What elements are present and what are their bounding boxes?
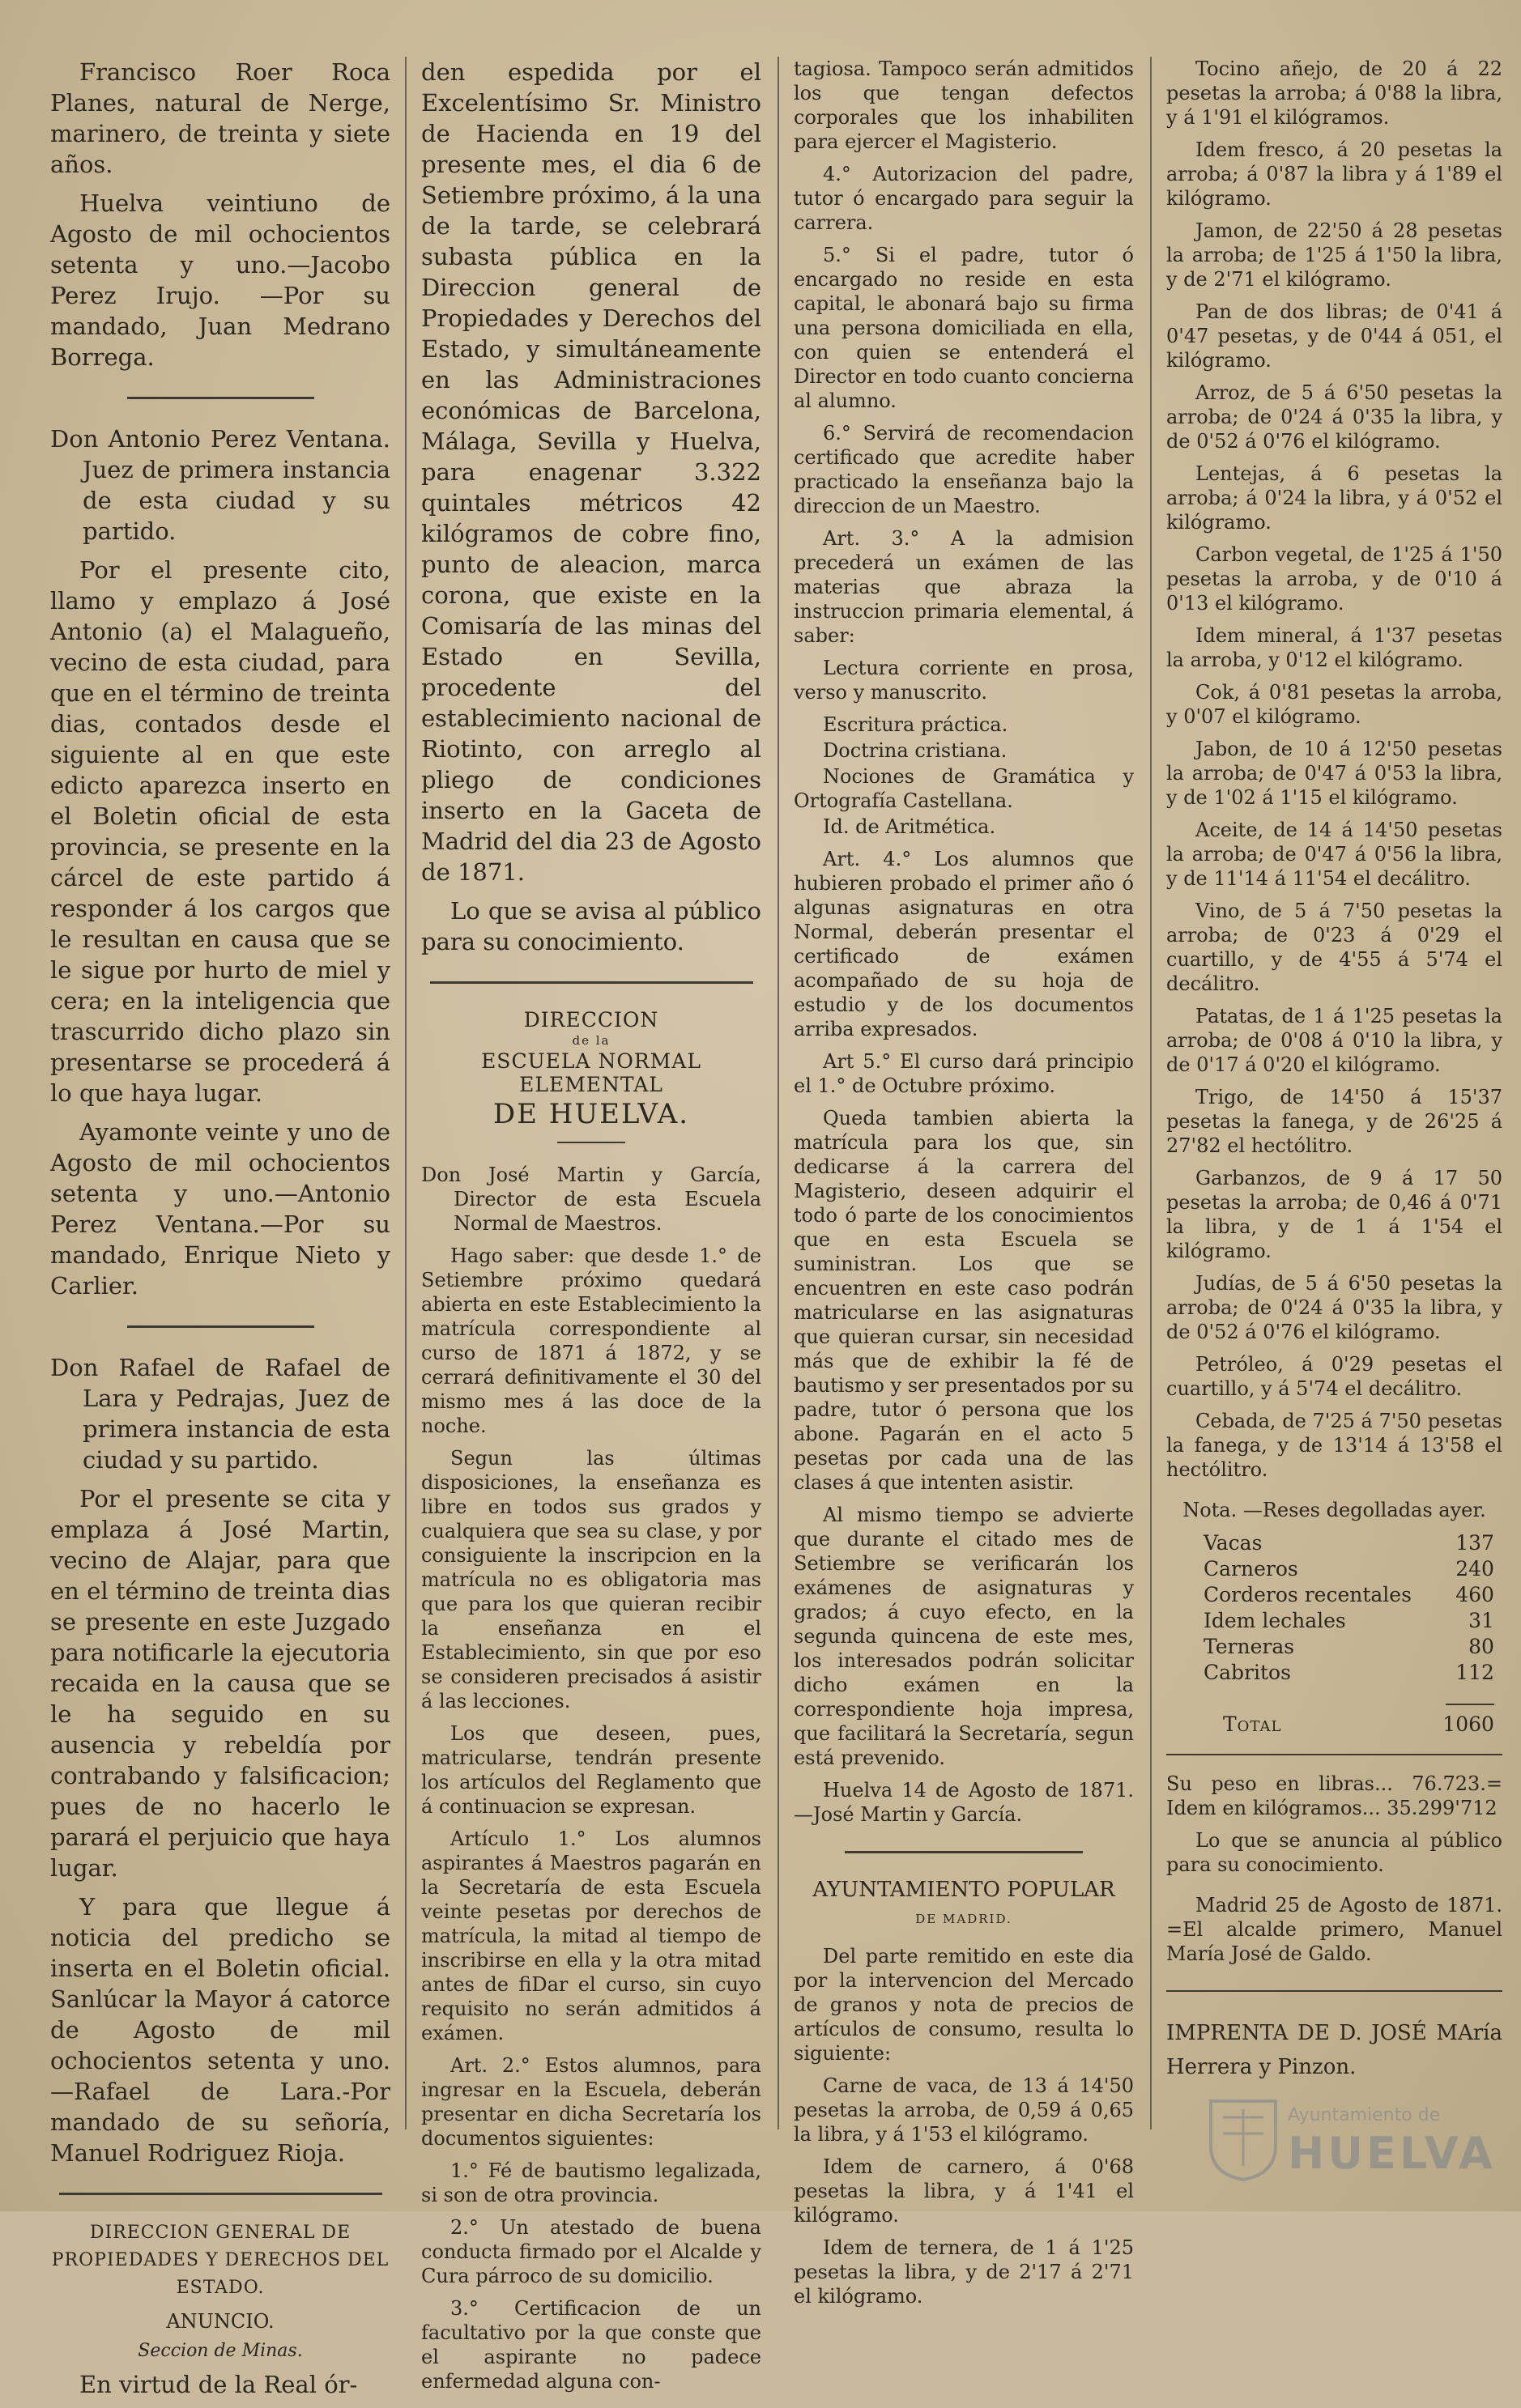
paragraph: Huelva veintiuno de Agosto de mil ochocientos setenta y uno.—Jacobo Perez Irujo. —Por su mandado, Juan Medrano Borrega.: [50, 189, 390, 371]
table-row-total: [1199, 1712, 1499, 1738]
separator: [127, 1325, 314, 1328]
paragraph: Carne de vaca, de 13 á 14'50 pesetas la arroba, de 0,59 á 0,65 la libra, y á 1'53 el kilógramo.: [794, 2074, 1134, 2146]
column-4: [1166, 57, 1502, 2092]
column-divider: [778, 57, 779, 2129]
table-row: [1199, 1660, 1499, 1686]
price-item: Trigo, de 14'50 á 15'37 pesetas la fanega, y de 26'25 á 27'82 el hectólitro.: [1166, 1086, 1502, 1157]
price-item: Garbanzos, de 9 á 17 50 pesetas la arroba; de 0,46 á 0'71 la libra, y de 1 á 1'54 el kilógramo.: [1166, 1167, 1502, 1262]
paragraph: Los que deseen, pues, matricularse, tendrán presente los artículos del Reglamento que á continuacion se expresan.: [421, 1722, 761, 1818]
section-heading: de la: [572, 1033, 611, 1048]
watermark-name: HUELVA: [1288, 2128, 1496, 2179]
table-row: [1199, 1608, 1499, 1634]
paragraph: 5.° Si el padre, tutor ó encargado no reside en esta capital, le abonará bajo su firma una persona domiciliada en ella, con quien se entenderá el Director en todo cuanto concierna al alumno.: [794, 244, 1134, 412]
separator: [59, 2193, 382, 2195]
paragraph: Queda tambien abierta la matrícula para los que, sin dedicarse á la carrera del Magisterio, deseen adquirir el todo ó parte de los conocimientos que en esta Escuela se suministran. Los que se encuentren en este caso podrán matricularse en las asignaturas que quieran cursar, sin necesidad más que de exhibir la fé de bautismo y ser presentados por su padre, tutor ó persona que los abone. Pagarán en el acto 5 pesetas por cada una de las clases á que intenten asistir.: [794, 1107, 1134, 1494]
paragraph: Lo que se anuncia al público para su conocimiento.: [1166, 1829, 1502, 1876]
price-item: Lentejas, á 6 pesetas la arroba; á 0'24 la libra, y á 0'52 el kilógramo.: [1166, 462, 1502, 534]
price-item: Jamon, de 22'50 á 28 pesetas la arroba; de 1'25 á 1'50 la libra, y de 2'71 el kilógramo.: [1166, 219, 1502, 291]
table-row: [1199, 1530, 1499, 1556]
table-row: [1199, 1634, 1499, 1660]
paragraph: Ayamonte veinte y uno de Agosto de mil ochocientos setenta y uno.—Antonio Perez Ventana.—Por su mandado, Enrique Nieto y Carlier.: [50, 1118, 390, 1300]
subsection-heading: Seccion de Minas.: [138, 2341, 303, 2361]
paragraph: 4.° Autorizacion del padre, tutor ó encargado para seguir la carrera.: [794, 163, 1134, 234]
section-heading: DE MADRID.: [915, 1912, 1012, 1926]
paragraph: Lectura corriente en prosa, verso y manuscrito.: [794, 657, 1134, 704]
price-item: Cok, á 0'81 pesetas la arroba, y 0'07 el kilógramo.: [1166, 681, 1502, 728]
printer-imprint: IMPRENTA DE D. JOSÉ MAría Herrera y Pinzon.: [1166, 2021, 1502, 2079]
paragraph: Nociones de Gramática y Ortografía Castellana.: [794, 765, 1134, 812]
paragraph: En virtud de la Real ór-: [79, 2371, 358, 2398]
paragraph: 6.° Servirá de recomendacion certificado que acredite haber practicado la enseñanza bajo la direccion de un Maestro.: [794, 422, 1134, 517]
row-label: Terneras: [1204, 1635, 1295, 1658]
price-item: Aceite, de 14 á 14'50 pesetas la arroba; de 0'47 á 0'56 la libra, y de 11'14 á 11'54 el decálitro.: [1166, 819, 1502, 890]
separator: [430, 981, 753, 984]
row-value: 80: [1468, 1635, 1494, 1658]
announcement-heading: ANUNCIO.: [166, 2310, 275, 2333]
paragraph: Doctrina cristiana.: [823, 739, 1008, 762]
paragraph: Art 5.° El curso dará principio el 1.° de Octubre próximo.: [794, 1050, 1134, 1097]
price-item: Petróleo, á 0'29 pesetas el cuartillo, y á 5'74 el decálitro.: [1166, 1353, 1502, 1400]
paragraph: 1.° Fé de bautismo legalizada, si son de otra provincia.: [421, 2159, 761, 2206]
table-row: [1199, 1582, 1499, 1608]
column-1: [50, 57, 390, 2408]
paragraph: Por el presente cito, llamo y emplazo á José Antonio (a) el Malagueño, vecino de esta ciudad, para que en el término de treinta dias, contados desde el siguiente al en que este edicto aparezca inserto en el Boletin oficial de esta provincia, se presente en la cárcel de este partido á responder á los cargos que le resultan en causa que se le sigue por hurto de miel y cera; en la inteligencia que trascurrido dicho plazo sin presentarse se procederá á lo que haya lugar.: [50, 556, 390, 1107]
row-label: Cabritos: [1204, 1661, 1291, 1684]
price-item: Arroz, de 5 á 6'50 pesetas la arroba; de 0'24 á 0'35 la libra, y de 0'52 á 0'76 el kilógramo.: [1166, 381, 1502, 453]
row-value: 31: [1468, 1609, 1494, 1632]
paragraph: Huelva 14 de Agosto de 1871. —José Martin y García.: [794, 1779, 1134, 1826]
price-item: Jabon, de 10 á 12'50 pesetas la arroba; de 0'47 á 0'53 la libra, y de 1'02 á 1'15 el kilógramo.: [1166, 738, 1502, 809]
paragraph: Segun las últimas disposiciones, la enseñanza es libre en todos sus grados y cualquiera que sea su clase, y por consiguiente la inscripcion en la matrícula no es obligatoria mas que para los que quieran recibir la enseñanza en el Establecimiento, sin que por eso se consideren precisados á asistir á las lecciones.: [421, 1447, 761, 1712]
coat-of-arms-icon: [1207, 2097, 1280, 2182]
row-label: Vacas: [1204, 1531, 1263, 1555]
separator: [127, 397, 314, 399]
archive-watermark: [1199, 2097, 1506, 2186]
note-heading: Nota. —Reses degolladas ayer.: [1182, 1499, 1486, 1521]
table-row: [1199, 1686, 1499, 1712]
price-item: Carbon vegetal, de 1'25 á 1'50 pesetas la arroba, y de 0'10 á 0'13 el kilógramo.: [1166, 543, 1502, 615]
paragraph: Francisco Roer Roca Planes, natural de Nerge, marinero, de treinta y siete años.: [50, 58, 390, 178]
paragraph: Artículo 1.° Los alumnos aspirantes á Maestros pagarán en la Secretaría de esta Escuela veinte pesetas por derechos de matrícula, la mitad al tiempo de inscribirse en ella y la otra mitad antes de fiDar el curso, sin cuyo requisito no serán admitidos á exámen.: [421, 1827, 761, 2044]
price-item: Judías, de 5 á 6'50 pesetas la arroba; de 0'24 á 0'35 la libra, y de 0'52 á 0'76 el kilógramo.: [1166, 1272, 1502, 1343]
column-2: [421, 57, 761, 2402]
paragraph: 2.° Un atestado de buena conducta firmado por el Alcalde y Cura párroco de su domicilio.: [421, 2216, 761, 2287]
paragraph: 3.° Certificacion de un facultativo por la que conste que el aspirante no padece enfermedad alguna con-: [421, 2297, 761, 2393]
row-label: Carneros: [1204, 1557, 1298, 1581]
livestock-table: [1199, 1530, 1499, 1738]
signature: Madrid 25 de Agosto de 1871. =El alcalde primero, Manuel María José de Galdo.: [1166, 1894, 1502, 1965]
paragraph: den espedida por el Excelentísimo Sr. Ministro de Hacienda en 19 del presente mes, el dia 6 de Setiembre próximo, á la una de la tarde, se celebrará subasta pública en la Direccion general de Propiedades y Derechos del Estado, y simultáneamente en las Administraciones económicas de Barcelona, Málaga, Sevilla y Huelva, para enagenar 3.322 quintales métricos 42 kilógramos de cobre fino, punto de aleacion, marca corona, que existe en la Comisaría de las minas del Estado en Sevilla, procedente del establecimiento nacional de Riotinto, con arreglo al pliego de condiciones inserto en la Gaceta de Madrid del dia 23 de Agosto de 1871.: [421, 58, 761, 886]
section-heading: DIRECCION GENERAL DE PROPIEDADES Y DERECHOS DEL ESTADO.: [51, 2223, 390, 2298]
paragraph: Por el presente se cita y emplaza á José Martin, vecino de Alajar, para que en el término de treinta dias se presente en este Juzgado para notificarle la ejecutoria recaida en la causa que se le ha seguido en su ausencia y rebeldía por contrabando y falsificacion; pues de no hacerlo le parará el perjuicio que haya lugar.: [50, 1485, 390, 1882]
total-value: 1060: [1442, 1712, 1494, 1736]
price-item: Pan de dos libras; de 0'41 á 0'47 pesetas, y de 0'44 á 051, el kilógramo.: [1166, 300, 1502, 372]
notice-heading: Don Antonio Perez Ventana. Juez de primera instancia de esta ciudad y su partido.: [50, 425, 390, 545]
section-heading: ESCUELA NORMAL ELEMENTAL: [481, 1049, 701, 1096]
column-divider: [405, 57, 407, 2129]
paragraph: Idem de carnero, á 0'68 pesetas la libra, y á 1'41 el kilógramo.: [794, 2155, 1134, 2227]
paragraph: Hago saber: que desde 1.° de Setiembre próximo quedará abierta en este Establecimiento la matrícula correspondiente al curso de 1871 á 1872, y se cerrará definitivamente el 30 del mismo mes á las doce de la noche.: [421, 1244, 761, 1437]
price-item: Patatas, de 1 á 1'25 pesetas la arroba; de 0'08 á 0'10 la libra, y de 0'17 á 0'20 el kilógramo.: [1166, 1005, 1502, 1076]
paragraph: Su peso en libras... 76.723.= Idem en kilógramos... 35.299'712: [1166, 1772, 1502, 1819]
paragraph: Art. 3.° A la admision precederá un exámen de las materias que abraza la instruccion primaria elemental, á saber:: [794, 527, 1134, 647]
paragraph: Idem de ternera, de 1 á 1'25 pesetas la libra, y de 2'17 á 2'71 el kilógramo.: [794, 2236, 1134, 2308]
paragraph: Lo que se avisa al público para su conocimiento.: [421, 897, 761, 955]
paragraph: Escritura práctica.: [823, 713, 1008, 736]
section-heading: DE HUELVA.: [492, 1098, 690, 1130]
column-divider: [1150, 57, 1152, 2129]
column-3: [794, 57, 1134, 2317]
price-item: Idem mineral, á 1'37 pesetas la arroba, y 0'12 el kilógramo.: [1166, 624, 1502, 671]
paragraph: Id. de Aritmética.: [823, 815, 996, 838]
row-label: Corderos recentales: [1204, 1583, 1412, 1606]
watermark-caption: Ayuntamiento de: [1288, 2105, 1441, 2125]
paragraph: Al mismo tiempo se advierte que durante el citado mes de Setiembre se verificarán los exámenes de asignaturas y grados; á cuyo efecto, en la segunda quincena de este mes, los interesados podrán solicitar dicho exámen en la correspondiente hoja impresa, que facilitará la Secretaría, segun está prevenido.: [794, 1504, 1134, 1769]
paragraph: Del parte remitido en este dia por la intervencion del Mercado de granos y nota de precios de artículos de consumo, resulta lo siguiente:: [794, 1945, 1134, 2065]
separator: [557, 1142, 625, 1143]
separator: [1166, 1754, 1502, 1755]
price-item: Vino, de 5 á 7'50 pesetas la arroba; de 0'23 á 0'29 el cuartillo, y de 4'55 á 5'74 el decálitro.: [1166, 900, 1502, 995]
row-value: 460: [1455, 1583, 1494, 1606]
total-label: Total: [1223, 1712, 1282, 1736]
row-label: Idem lechales: [1204, 1609, 1346, 1632]
row-value: 137: [1455, 1531, 1494, 1555]
paragraph: Art. 4.° Los alumnos que hubieren probado el primer año ó algunas asignaturas en otra Normal, deberán presentar el certificado de exámen acompañado de su hoja de estudio y de los documentos arriba expresados.: [794, 848, 1134, 1040]
price-item: Tocino añejo, de 20 á 22 pesetas la arroba; á 0'88 la libra, y á 1'91 el kilógramos.: [1166, 57, 1502, 129]
separator: [845, 1851, 1083, 1853]
paragraph: tagiosa. Tampoco serán admitidos los que tengan defectos corporales que los inhabiliten para ejercer el Magisterio.: [794, 57, 1134, 153]
section-heading: AYUNTAMIENTO POPULAR: [812, 1878, 1115, 1902]
notice-heading: Don Rafael de Rafael de Lara y Pedrajas, Juez de primera instancia de esta ciudad y su partido.: [50, 1354, 390, 1474]
table-row: [1199, 1556, 1499, 1582]
price-item: Cebada, de 7'25 á 7'50 pesetas la fanega, y de 13'14 á 13'58 el hectólitro.: [1166, 1410, 1502, 1481]
row-value: 112: [1455, 1661, 1494, 1684]
price-item: Idem fresco, á 20 pesetas la arroba; á 0'87 la libra y á 1'89 el kilógramo.: [1166, 138, 1502, 210]
separator: [1166, 1990, 1502, 1992]
row-value: 240: [1455, 1557, 1494, 1581]
paragraph: Art. 2.° Estos alumnos, para ingresar en la Escuela, deberán presentar en dicha Secretaría los documentos siguientes:: [421, 2054, 761, 2150]
notice-heading: Don José Martin y García, Director de esta Escuela Normal de Maestros.: [421, 1164, 761, 1235]
paragraph: Y para que llegue á noticia del predicho se inserta en el Boletin oficial. Sanlúcar la Mayor á catorce de Agosto de mil ochocientos setenta y uno. —Rafael de Lara.-Por mandado de su señoría, Manuel Rodriguez Rioja.: [50, 1893, 390, 2167]
total-rule-cell: [1199, 1686, 1499, 1712]
section-heading: DIRECCION: [523, 1008, 659, 1032]
